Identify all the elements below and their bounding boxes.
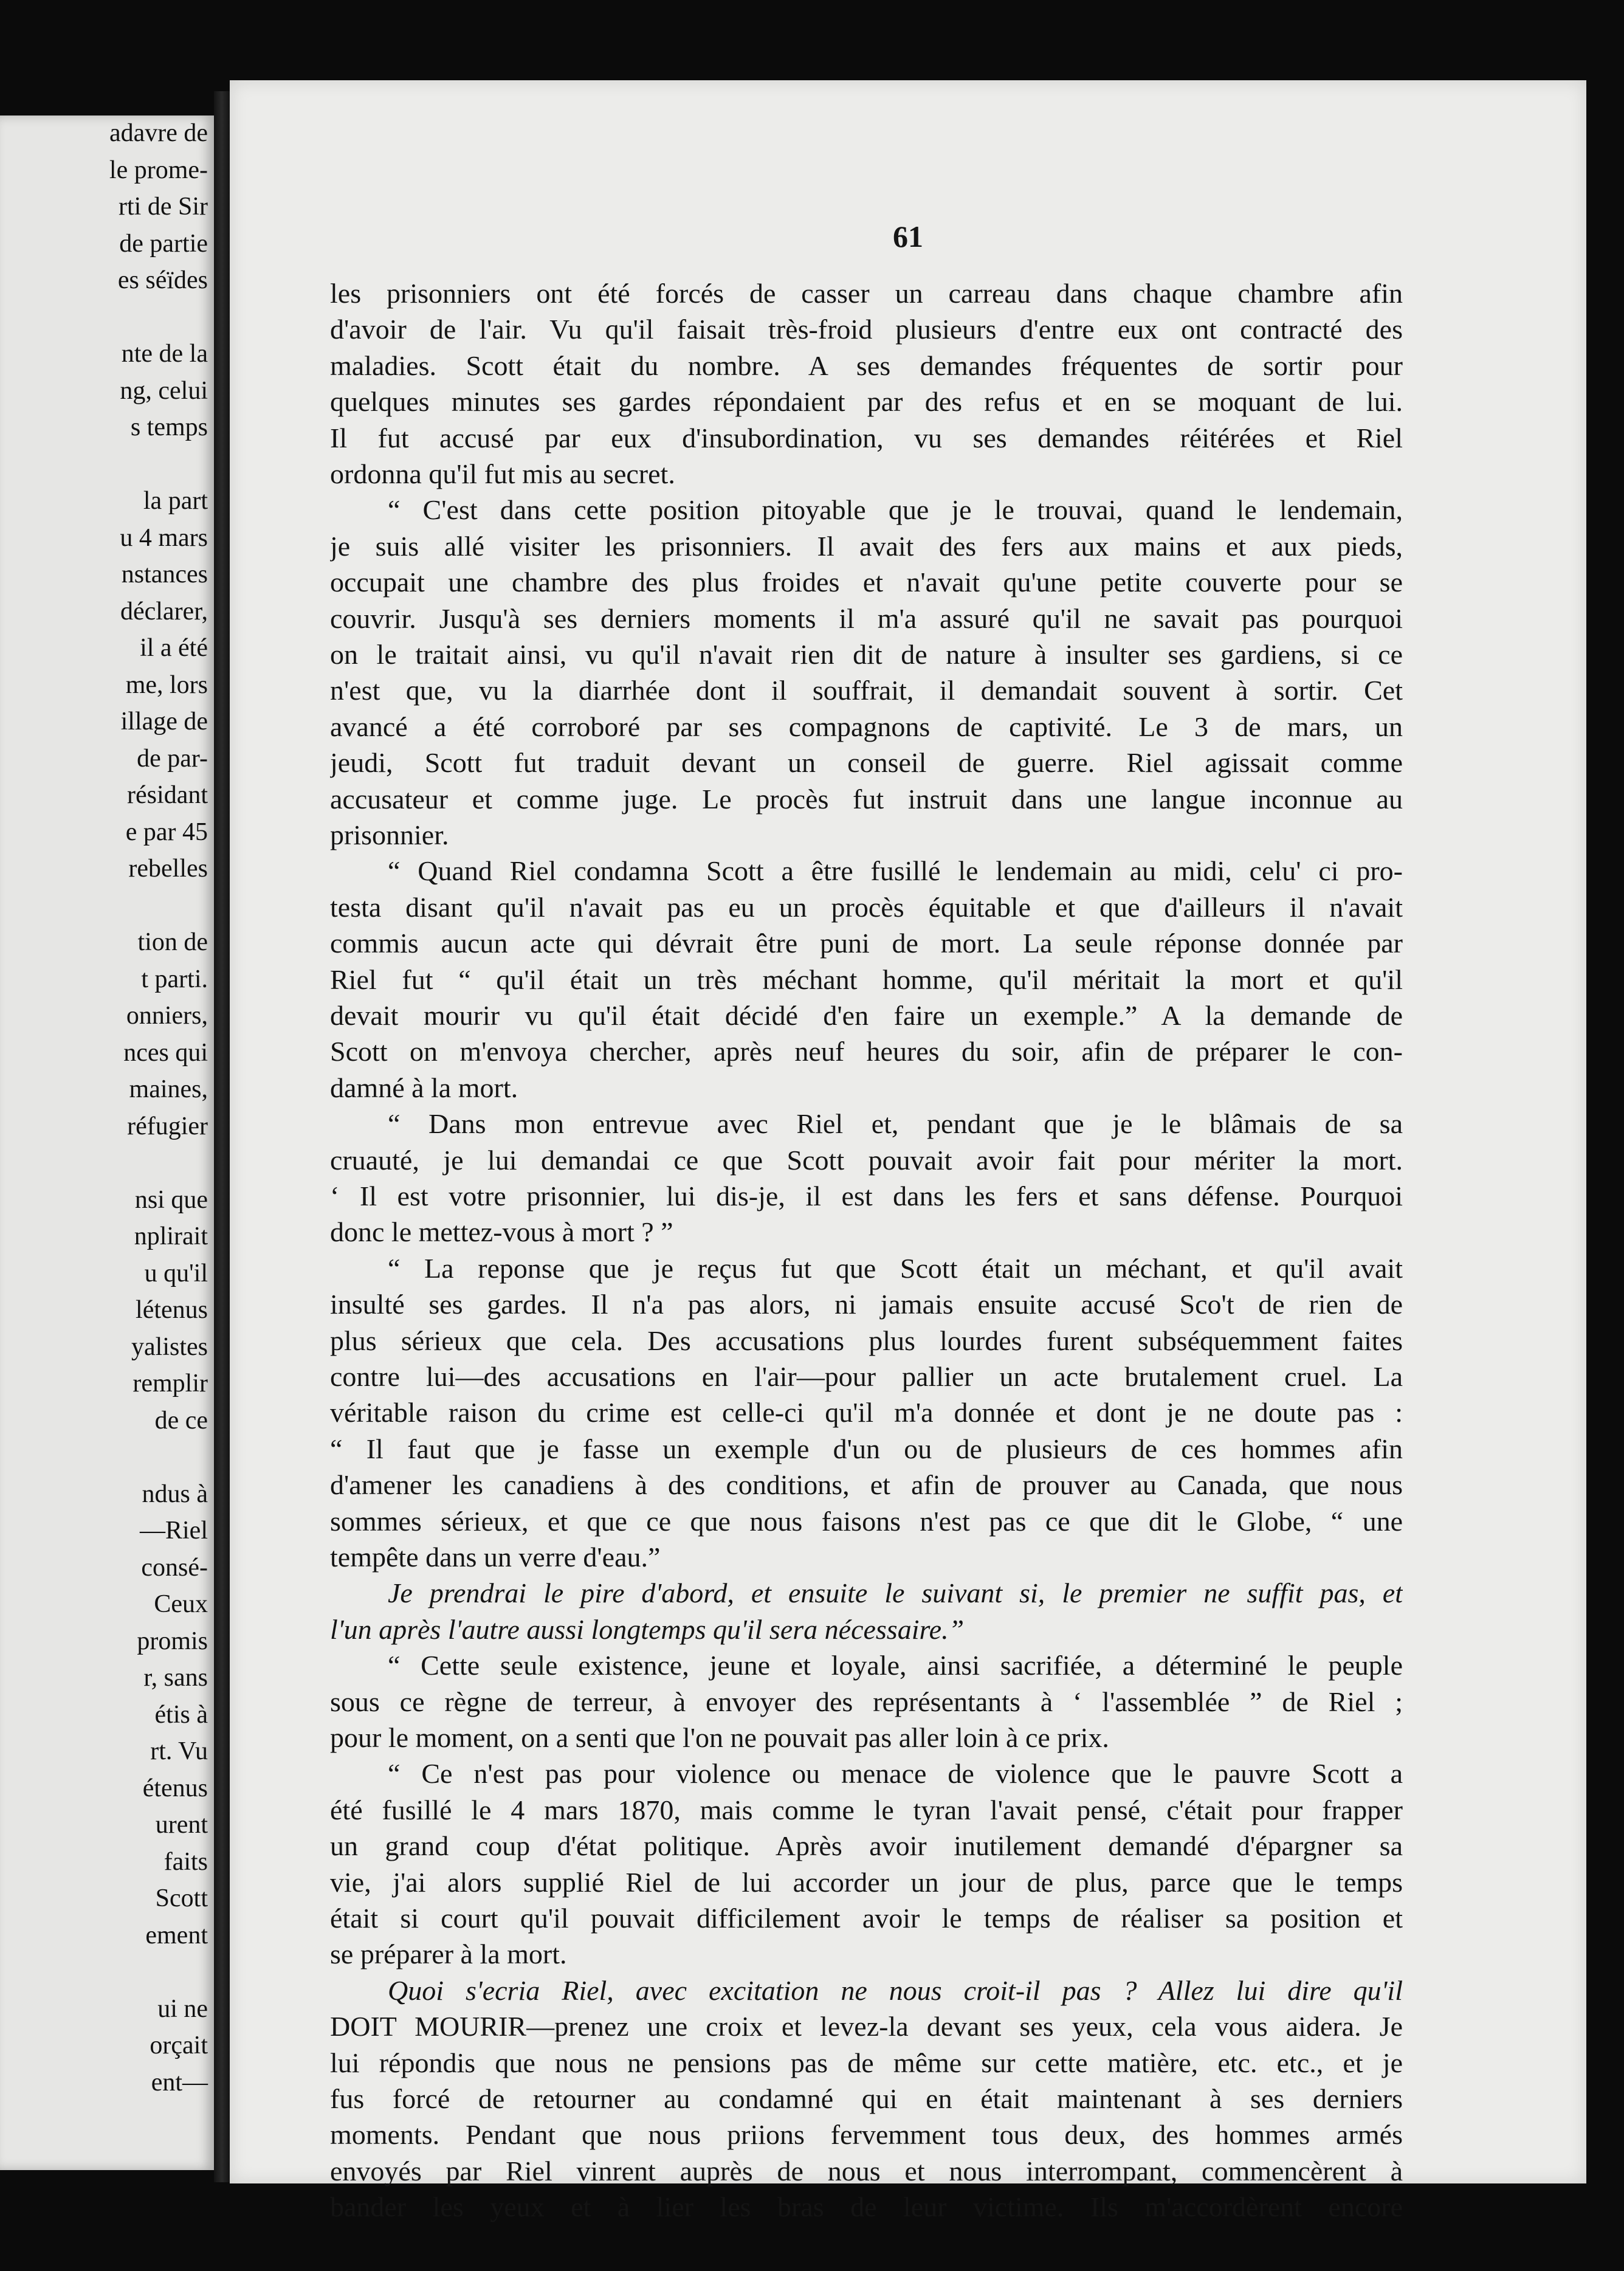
text-line: donc le mettez-vous à mort ? ”	[330, 1216, 673, 1248]
text-line: maladies. Scott était du nombre. A ses demandes fréquentes de sortir pour	[330, 350, 1403, 381]
text-line: je suis allé visiter les prisonniers. Il avait des fers aux mains et aux pieds,	[330, 530, 1403, 562]
left-page-line: le prome-	[109, 156, 208, 184]
text-line: n'est que, vu la diarrhée dont il souffrait, il demandait souvent à sortir. Cet	[330, 675, 1403, 706]
left-page-line: promis	[137, 1627, 208, 1655]
text-line: Scott on m'envoya chercher, après neuf heures du soir, afin de préparer le con-	[330, 1036, 1403, 1067]
text-line: couvrir. Jusqu'à ses derniers moments il m'a assuré qu'il ne savait pas pourquoi	[330, 602, 1403, 634]
text-line: “ Dans mon entrevue avec Riel et, pendant que je le blâmais de sa	[388, 1108, 1403, 1140]
left-page-fragment	[0, 115, 214, 2170]
text-line: ordonna qu'il fut mis au secret.	[330, 458, 675, 489]
text-line: plus sérieux que cela. Des accusations plus lourdes furent subséquemment faites	[330, 1325, 1403, 1356]
text-line: tempête dans un verre d'eau.”	[330, 1542, 661, 1573]
text-line: Il fut accusé par eux d'insubordination, vu ses demandes réitérées et Riel	[330, 422, 1403, 453]
left-page-line: nsi que	[134, 1185, 208, 1214]
text-line: avancé a été corroboré par ses compagnons de captivité. Le 3 de mars, un	[330, 711, 1403, 742]
left-page-line: il a été	[140, 634, 208, 662]
text-line: insulté ses gardes. Il n'a pas alors, ni jamais ensuite accusé Sco't de rien de	[330, 1289, 1403, 1320]
text-line: bander les yeux et à lier les bras de leur victime. Ils m'accordèrent encore	[330, 2191, 1403, 2223]
left-page-line: —Riel	[140, 1517, 208, 1545]
left-page-line: t parti.	[141, 965, 208, 993]
text-line: sous ce règne de terreur, à envoyer des représentants à ‘ l'assemblée ” de Riel ;	[330, 1686, 1403, 1717]
text-line: “ Il faut que je fasse un exemple d'un ou de plusieurs de ces hommes afin	[330, 1433, 1403, 1464]
left-page-line	[0, 300, 214, 335]
text-line: moments. Pendant que nous priions fervemment tous deux, des hommes armés	[330, 2119, 1403, 2151]
left-page-line: me, lors	[125, 670, 208, 699]
text-line: “ Ce n'est pas pour violence ou menace de violence que le pauvre Scott a	[388, 1758, 1403, 1790]
left-page-line: maines,	[129, 1075, 208, 1103]
text-line: d'avoir de l'air. Vu qu'il faisait très-froid plusieurs d'entre eux ont contracté des	[330, 314, 1403, 345]
left-page-line: Scott	[155, 1884, 208, 1912]
text-line: contre lui—des accusations en l'air—pour pallier un acte brutalement cruel. La	[330, 1361, 1403, 1392]
text-line: Riel fut “ qu'il était un très méchant homme, qu'il méritait la mort et qu'il	[330, 963, 1403, 995]
left-page-line: nces qui	[123, 1038, 208, 1067]
text-line: pour le moment, on a senti que l'on ne pouvait pas aller loin à ce prix.	[330, 1722, 1109, 1753]
left-page-line: u 4 mars	[120, 523, 208, 552]
text-line: damné à la mort.	[330, 1072, 518, 1103]
left-page-line: ement	[145, 1921, 208, 1949]
text-line: devait mourir vu qu'il était décidé d'en faire un exemple.” A la demande de	[330, 1000, 1403, 1031]
left-page-line: de par-	[137, 744, 208, 773]
left-page-line: consé-	[141, 1553, 208, 1582]
text-line: vie, j'ai alors supplié Riel de lui accorder un jour de plus, parce que le temps	[330, 1866, 1403, 1898]
text-line: véritable raison du crime est celle-ci qu'il m'a donnée et dont je ne doute pas :	[330, 1397, 1403, 1428]
left-page-line: remplir	[132, 1370, 208, 1397]
left-page-line: déclarer,	[120, 597, 208, 625]
left-page-line: rti de Sir	[119, 193, 208, 221]
left-page-line: résidant	[127, 781, 208, 809]
left-page-line	[0, 1439, 214, 1475]
left-page-line: de ce	[154, 1406, 208, 1435]
left-page-line: étenus	[142, 1774, 208, 1802]
text-line: on le traitait ainsi, vu qu'il n'avait rien dit de nature à insulter ses gardiens, si ce	[330, 639, 1403, 670]
left-page-line: nte de la	[121, 340, 208, 368]
text-line: se préparer à la mort.	[330, 1938, 567, 1970]
book-gutter	[214, 91, 230, 2182]
left-page-line: nstances	[121, 560, 208, 588]
left-page-line: es séïdes	[117, 266, 208, 294]
text-line: occupait une chambre des plus froides et n'avait qu'une petite couverte pour se	[330, 567, 1403, 598]
text-line: commis aucun acte qui dévrait être puni de mort. La seule réponse donnée par	[330, 928, 1403, 959]
left-page-line: urent	[155, 1811, 208, 1839]
text-line: était si court qu'il pouvait difficilement avoir le temps de réaliser sa position et	[330, 1903, 1403, 1934]
left-page-line: rebelles	[128, 855, 208, 883]
text-line: ‘ Il est votre prisonnier, lui dis-je, il est dans les fers et sans défense. Pourquoi	[330, 1180, 1403, 1211]
left-page-line: étis à	[154, 1700, 208, 1729]
left-page-line: onniers,	[126, 1002, 208, 1030]
text-line: fus forcé de retourner au condamné qui en était maintenant à ses derniers	[330, 2083, 1403, 2114]
left-page-line: rt. Vu	[150, 1737, 208, 1765]
text-line: Je prendrai le pire d'abord, et ensuite le suivant si, le premier ne suffit pas, et	[388, 1577, 1403, 1609]
left-page-line	[0, 888, 214, 923]
left-page-line: illage de	[120, 708, 208, 736]
text-line: sommes sérieux, et que ce que nous faisons n'est pas ce que dit le Globe, “ une	[330, 1505, 1403, 1537]
left-page-line: s temps	[130, 413, 208, 441]
left-page-line: tion de	[137, 928, 208, 956]
text-line: envoyés par Riel vinrent auprès de nous et nous interrompant, commencèrent à	[330, 2155, 1403, 2187]
text-line: jeudi, Scott fut traduit devant un conseil de guerre. Riel agissait comme	[330, 747, 1403, 779]
text-line: quelques minutes ses gardes répondaient par des refus et en se moquant de lui.	[330, 386, 1403, 418]
left-page-line: ui ne	[157, 1994, 208, 2023]
text-line: l'un après l'autre aussi longtemps qu'il sera nécessaire.”	[330, 1613, 965, 1645]
page-number: 61	[893, 219, 923, 253]
left-page-line: de partie	[119, 229, 208, 258]
text-line: d'amener les canadiens à des conditions, et afin de prouver au Canada, que nous	[330, 1469, 1403, 1501]
left-page-line	[0, 1145, 214, 1180]
left-page-line	[0, 447, 214, 482]
left-page-line: adavre de	[109, 119, 208, 147]
left-page-line: la part	[143, 487, 208, 515]
left-page-line: létenus	[136, 1296, 208, 1324]
left-page-line: ndus à	[142, 1480, 208, 1508]
left-page-line: ent—	[151, 2068, 208, 2097]
left-page-line: réfugier	[127, 1112, 208, 1140]
left-page-line: u qu'il	[144, 1259, 208, 1287]
left-page-line: ng, celui	[120, 376, 208, 405]
left-page-line: r, sans	[143, 1664, 208, 1692]
text-line: été fusillé le 4 mars 1870, mais comme le tyran l'avait pensé, c'était pour frapper	[330, 1794, 1403, 1825]
text-line: prisonnier.	[330, 819, 449, 850]
text-line: “ Quand Riel condamna Scott a être fusillé le lendemain au midi, celu' ci pro-	[388, 855, 1403, 887]
text-line: un grand coup d'état politique. Après avoir inutilement demandé d'épargner sa	[330, 1830, 1403, 1862]
left-page-line: e par 45	[125, 818, 208, 846]
left-page-line: faits	[163, 1847, 208, 1876]
text-line: les prisonniers ont été forcés de casser un carreau dans chaque chambre afin	[330, 278, 1403, 309]
left-page-line: yalistes	[131, 1332, 208, 1361]
text-line: “ C'est dans cette position pitoyable que je le trouvai, quand le lendemain,	[388, 494, 1403, 526]
left-page-line	[0, 1954, 214, 1990]
text-line: testa disant qu'il n'avait pas eu un procès équitable et que d'ailleurs il n'avait	[330, 891, 1403, 923]
text-line: accusateur et comme juge. Le procès fut instruit dans une langue inconnue au	[330, 783, 1403, 815]
left-page-line: orçait	[150, 2031, 208, 2059]
text-line: Quoi s'ecria Riel, avec excitation ne nous croit-il pas ? Allez lui dire qu'il	[388, 1974, 1403, 2006]
text-line: “ Cette seule existence, jeune et loyale, ainsi sacrifiée, a déterminé le peuple	[388, 1650, 1403, 1681]
text-line: lui répondis que nous ne pensions pas de même sur cette matière, etc. etc., et je	[330, 2047, 1403, 2078]
text-line: DOIT MOURIR—prenez une croix et levez-la devant ses yeux, cela vous aidera. Je	[330, 2011, 1403, 2042]
left-page-line: Ceux	[154, 1590, 208, 1618]
text-line: cruauté, je lui demandai ce que Scott pouvait avoir fait pour mériter la mort.	[330, 1144, 1403, 1176]
left-page-line: nplirait	[134, 1222, 208, 1250]
text-line: “ La reponse que je reçus fut que Scott était un méchant, et qu'il avait	[388, 1252, 1403, 1284]
book-page	[230, 80, 1586, 2223]
